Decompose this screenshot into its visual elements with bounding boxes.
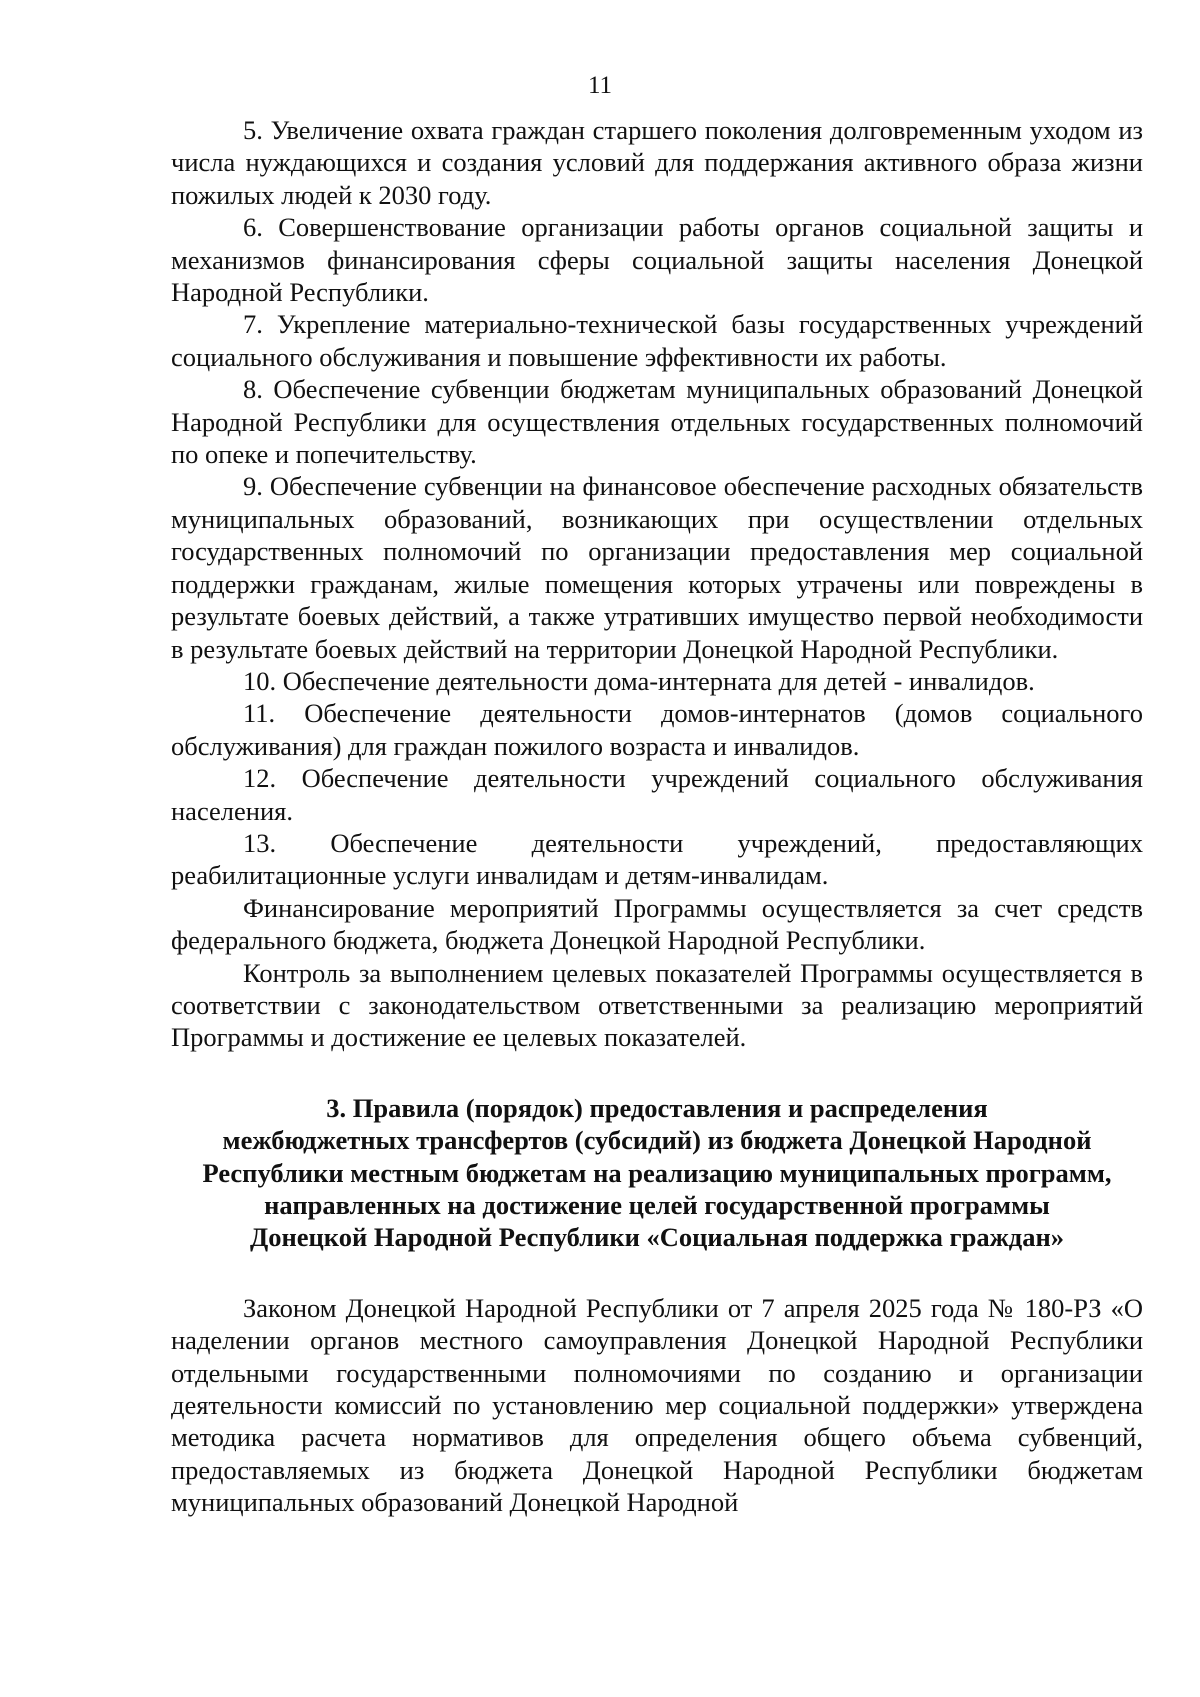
- section-heading-line: Донецкой Народной Республики «Социальная поддержка граждан»: [250, 1222, 1064, 1253]
- list-item-10: 10. Обеспечение деятельности дома-интерната для детей - инвалидов.: [243, 665, 1035, 696]
- list-item-5: 5. Увеличение охвата граждан старшего поколения долговременным уходом из числа нуждающихся и создания условий для поддержания активного образа жизни пожилых людей к 2030 году.: [171, 115, 1143, 210]
- section-heading-line: Республики местным бюджетам на реализацию муниципальных программ,: [202, 1157, 1112, 1188]
- section-heading: [171, 1092, 1143, 1254]
- section-heading-line: межбюджетных трансфертов (субсидий) из бюджета Донецкой Народной: [222, 1125, 1092, 1156]
- list-item-11: 11. Обеспечение деятельности домов-интернатов (домов социального обслуживания) для граждан пожилого возраста и инвалидов.: [171, 698, 1143, 761]
- control-paragraph: Контроль за выполнением целевых показателей Программы осуществляется в соответствии с законодательством ответственными за реализацию мероприятий Программы и достижение ее целевых показателей.: [171, 957, 1143, 1053]
- list-item-12: 12. Обеспечение деятельности учреждений социального обслуживания населения.: [171, 763, 1143, 826]
- list-item-9: 9. Обеспечение субвенции на финансовое обеспечение расходных обязательств муниципальных образований, возникающих при осуществлении отдельных государственных полномочий по организации предоставления мер социальной поддержки гражданам, жилые помещения которых утрачены или повреждены в результате боевых действий, а также утративших имущество первой необходимости в результате боевых действий на территории Донецкой Народной Республики.: [171, 471, 1143, 664]
- law-paragraph: Законом Донецкой Народной Республики от 7 апреля 2025 года № 180-РЗ «О наделении органов местного самоуправления Донецкой Народной Республики отдельными государственными полномочиями по созданию и организации деятельности комиссий по установлению мер социальной поддержки» утверждена методика расчета нормативов для определения общего объема субвенций, предоставляемых из бюджета Донецкой Народной Республики бюджетам муниципальных образований Донецкой Народной: [171, 1292, 1143, 1518]
- page-number: 11: [587, 72, 613, 99]
- list-item-7: 7. Укрепление материально-технической базы государственных учреждений социального обслуживания и повышение эффективности их работы.: [171, 309, 1143, 372]
- list-item-13: 13. Обеспечение деятельности учреждений, предоставляющих реабилитационные услуги инвалидам и детям-инвалидам.: [171, 827, 1143, 891]
- list-item-8: 8. Обеспечение субвенции бюджетам муниципальных образований Донецкой Народной Республики для осуществления отдельных государственных полномочий по опеке и попечительству.: [171, 374, 1143, 470]
- section-heading-line: направленных на достижение целей государственной программы: [264, 1190, 1050, 1220]
- document-body: [171, 114, 1143, 1519]
- list-item-6: 6. Совершенствование организации работы органов социальной защиты и механизмов финансирования сферы социальной защиты населения Донецкой Народной Республики.: [171, 212, 1143, 308]
- section-heading-line: 3. Правила (порядок) предоставления и распределения: [326, 1092, 988, 1123]
- financing-paragraph: Финансирование мероприятий Программы осуществляется за счет средств федерального бюджета, бюджета Донецкой Народной Республики.: [171, 892, 1143, 956]
